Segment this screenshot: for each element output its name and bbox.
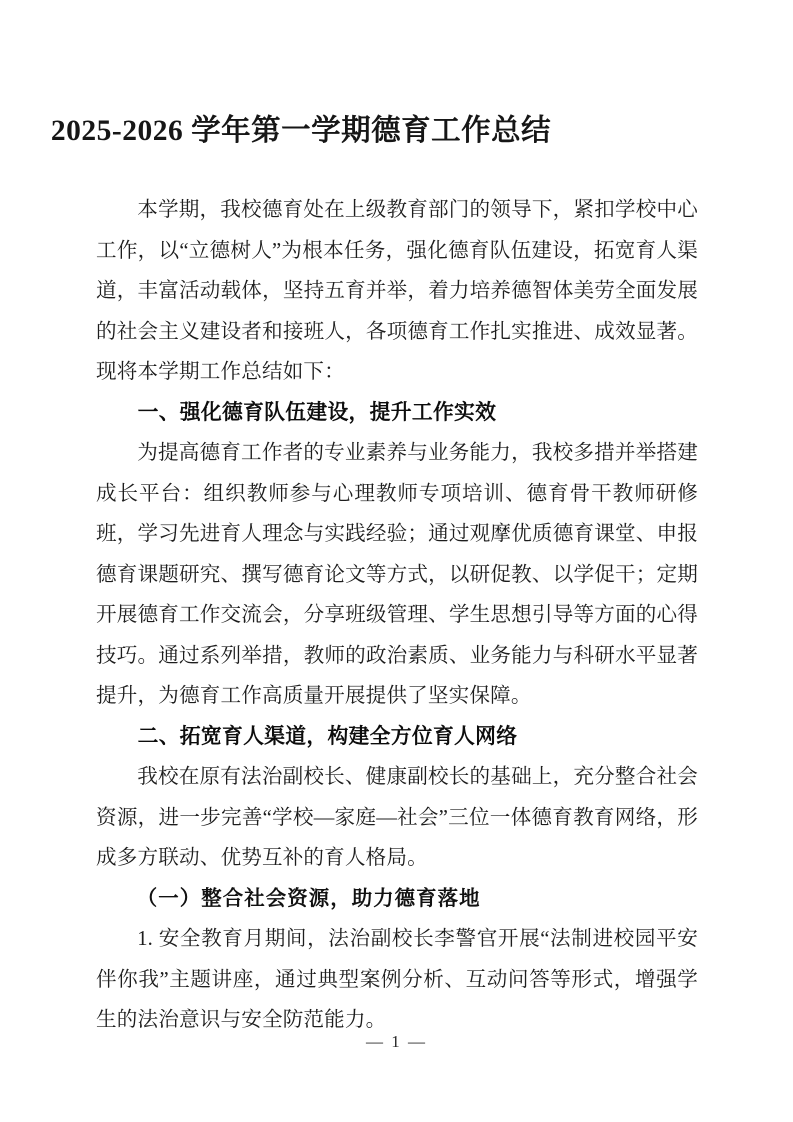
numbered-item-1: 1. 安全教育月期间，法治副校长李警官开展“法制进校园平安伴你我”主题讲座，通过典型案例分析、互动问答等形式，增强学生的法治意识与安全防范能力。: [96, 928, 698, 1031]
subsection-heading-1: （一）整合社会资源，助力德育落地: [136, 887, 481, 910]
section-heading-2: 二、拓宽育人渠道，构建全方位育人网络: [137, 724, 518, 748]
intro-paragraph: 本学期，我校德育处在上级教育部门的领导下，紧扣学校中心工作，以“立德树人”为根本任务，强化德育队伍建设，拓宽育人渠道，丰富活动载体，坚持五育并举，着力培养德智体美劳全面发展的社会主义建设者和接班人，各项德育工作扎实推进、成效显著。现将本学期工作总结如下：: [96, 199, 698, 383]
document-body: [96, 190, 698, 1041]
section-heading-1: 一、强化德育队伍建设，提升工作实效: [137, 400, 497, 424]
section-1-paragraph: 为提高德育工作者的专业素养与业务能力，我校多措并举搭建成长平台：组织教师参与心理教师专项培训、德育骨干教师研修班，学习先进育人理念与实践经验；通过观摩优质德育课堂、申报德育课题研究、撰写德育论文等方式，以研促教、以学促干；定期开展德育工作交流会，分享班级管理、学生思想引导等方面的心得技巧。通过系列举措，教师的政治素质、业务能力与科研水平显著提升，为德育工作高质量开展提供了坚实保障。: [96, 442, 698, 707]
section-2-paragraph: 我校在原有法治副校长、健康副校长的基础上，充分整合社会资源，进一步完善“学校—家庭—社会”三位一体德育教育网络，形成多方联动、优势互补的育人格局。: [96, 766, 698, 869]
page-number-footer: — 1 —: [366, 1032, 427, 1051]
page-title: 2025-2026 学年第一学期德育工作总结: [50, 115, 552, 147]
